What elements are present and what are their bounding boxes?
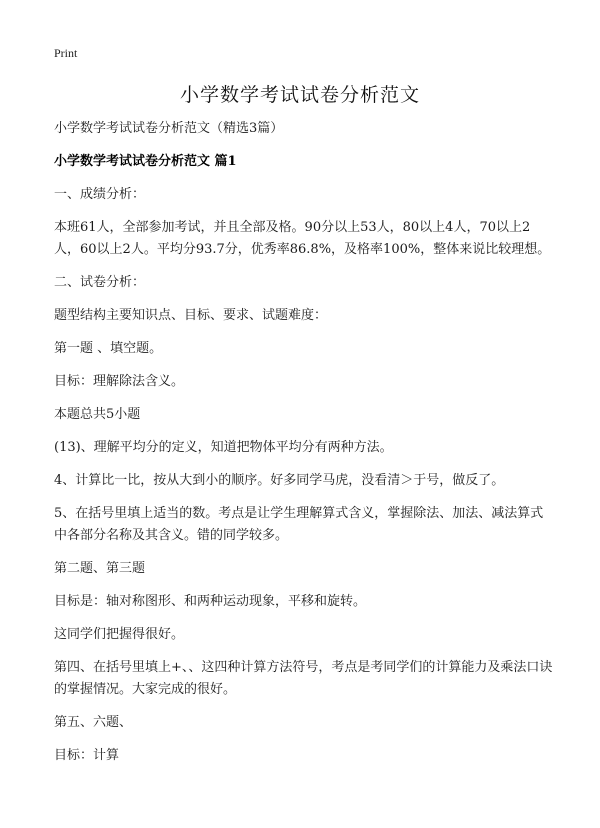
q1-item-13: (13)、理解平均分的定义，知道把物体平均分有两种方法。 [54,440,393,455]
q1-count: 本题总共5小题 [54,407,141,422]
document-title: 小学数学考试试卷分析范文 [179,84,420,106]
print-link[interactable]: Print [54,46,78,60]
q1-item-4: 4、计算比一比，按从大到小的顺序。好多同学马虎，没看清＞于号，做反了。 [54,473,505,488]
subtitle: 小学数学考试试卷分析范文（精选3篇） [54,121,284,136]
score-analysis-heading: 一、成绩分析： [54,187,146,202]
paper-analysis-heading: 二、试卷分析： [54,275,146,290]
q5-q6-goal: 目标：计算 [54,748,120,763]
document-body [54,118,554,778]
q5-q6-heading: 第五、六题、 [54,715,133,730]
q2-q3-goal: 目标是：轴对称图形、和两种运动现象，平移和旋转。 [54,594,367,609]
q2-q3-heading: 第二题、第三题 [54,561,146,576]
q4-text: 第四、在括号里填上+、、这四种计算方法符号，考点是考同学们的计算能力及乘法口诀的掌握情况。大家完成的很好。 [54,660,553,697]
q1-heading: 第一题 、填空题。 [54,341,163,356]
q1-goal: 目标：理解除法含义。 [54,374,185,389]
structure-text: 题型结构主要知识点、目标、要求、试题难度： [54,308,328,323]
section-heading: 小学数学考试试卷分析范文 篇1 [54,154,237,169]
q1-item-5: 5、在括号里填上适当的数。考点是让学生理解算式含义，掌握除法、加法、减法算式中各部分名称及其含义。错的同学较多。 [54,506,544,543]
score-analysis-text: 本班61人，全部参加考试，并且全部及格。90分以上53人，80以上4人，70以上2人，60以上2人。平均分93.7分，优秀率86.8%，及格率100%，整体来说比较理想。 [54,220,551,257]
q2-q3-result: 这同学们把握得很好。 [54,627,185,642]
